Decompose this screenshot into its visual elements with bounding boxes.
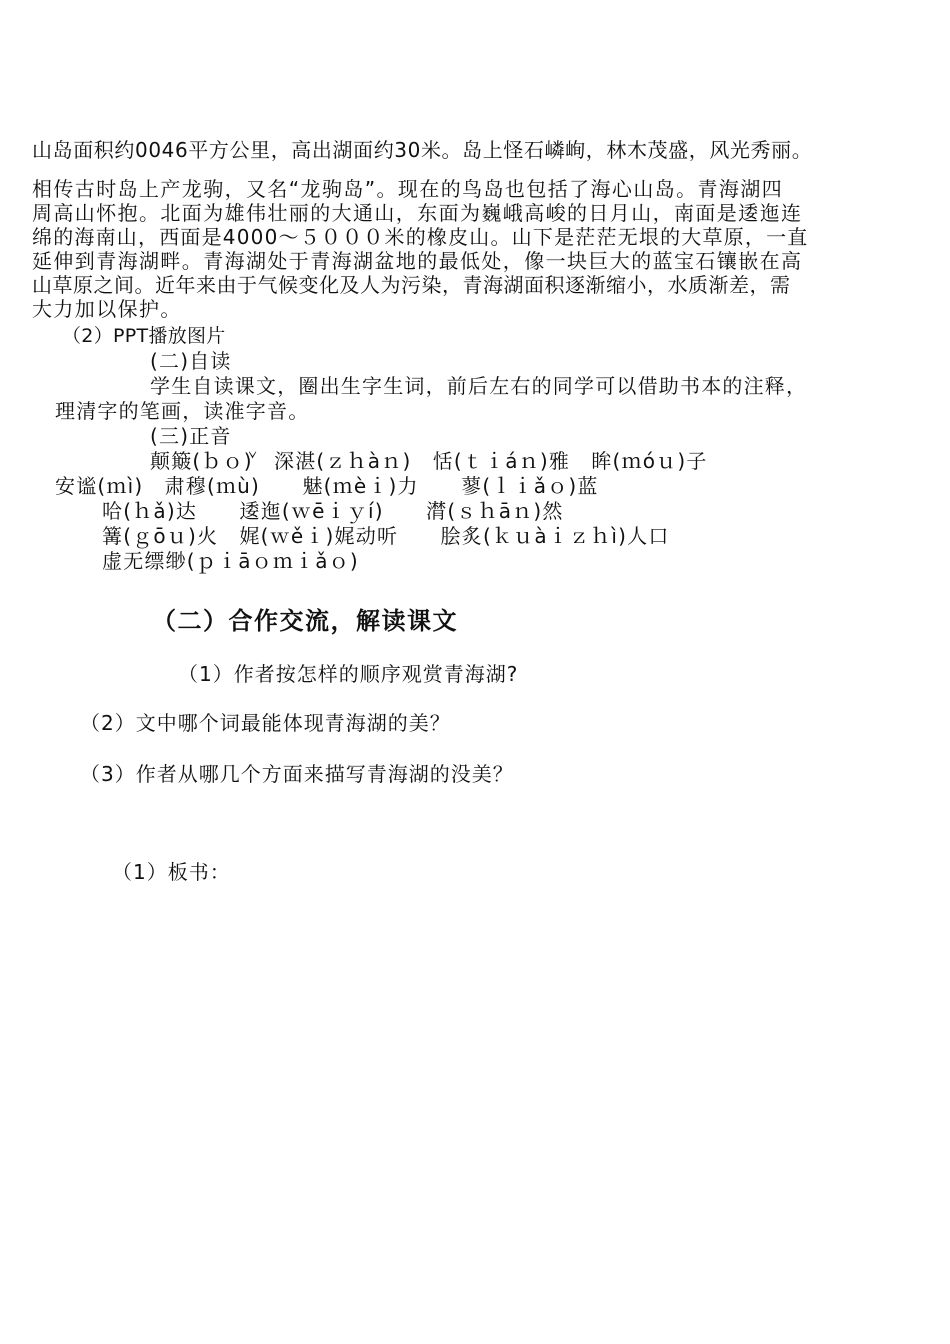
pronunciation-line-4: 篝(ｇōｕ)火 娓(ｗěｉ)娓动听 脍炙(ｋｕàｉｚｈì)人口	[102, 524, 670, 548]
pronunciation-line-3: 哈(ｈǎ)达 逶迤(ｗēｉｙí) 潸(ｓｈāｎ)然	[102, 499, 564, 523]
section-heading: （二）合作交流，解读课文	[152, 607, 458, 635]
pronunciation-line-5: 虚无缥缈(ｐｉāｏｍｉǎｏ)	[102, 549, 359, 573]
paragraph-line-6: 山草原之间。近年来由于气候变化及人为污染，青海湖面积逐渐缩小，水质渐差，需	[32, 273, 791, 297]
paragraph-line-7: 大力加以保护。	[32, 297, 182, 321]
ppt-line: （2）PPT播放图片	[62, 325, 226, 347]
question-1: （1）作者按怎样的顺序观赏青海湖?	[178, 662, 519, 686]
question-2: （2）文中哪个词最能体现青海湖的美？	[80, 711, 451, 735]
pronunciation-line-1: 颠簸(ｂｏ̌) 深湛(ｚｈàｎ) 恬(ｔｉáｎ)雅 眸(ｍóｕ)子	[150, 449, 708, 473]
pronunciation-line-2: 安谧(ｍì) 肃穆(ｍù) 魅(ｍèｉ)力 蓼(ｌｉǎｏ)蓝	[55, 474, 599, 498]
board-label: （1）板书：	[112, 860, 231, 884]
paragraph-line-1: 山岛面积约0046平方公里，高出湖面约30米。岛上怪石嶙峋，林木茂盛，风光秀丽。	[32, 138, 813, 162]
question-3: （3）作者从哪几个方面来描写青海湖的没美？	[80, 762, 514, 786]
self-read-text-1: 学生自读课文，圈出生字生词，前后左右的同学可以借助书本的注释，	[150, 374, 808, 398]
paragraph-line-3: 周高山怀抱。北面为雄伟壮丽的大通山，东面为巍峨高峻的日月山，南面是逶迤连	[32, 201, 803, 225]
pronunciation-heading: (三)正音	[150, 424, 232, 448]
self-read-text-2: 理清字的笔画，读准字音。	[55, 399, 310, 423]
paragraph-line-2: 相传古时岛上产龙驹，又名“龙驹岛”。现在的鸟岛也包括了海心山岛。青海湖四	[32, 177, 784, 201]
paragraph-line-4: 绵的海南山，西面是4000～５０００米的橡皮山。山下是茫茫无垠的大草原，一直	[32, 225, 809, 249]
paragraph-line-5: 延伸到青海湖畔。青海湖处于青海湖盆地的最低处，像一块巨大的蓝宝石镶嵌在高	[32, 249, 803, 273]
self-read-heading: (二)自读	[150, 349, 232, 373]
